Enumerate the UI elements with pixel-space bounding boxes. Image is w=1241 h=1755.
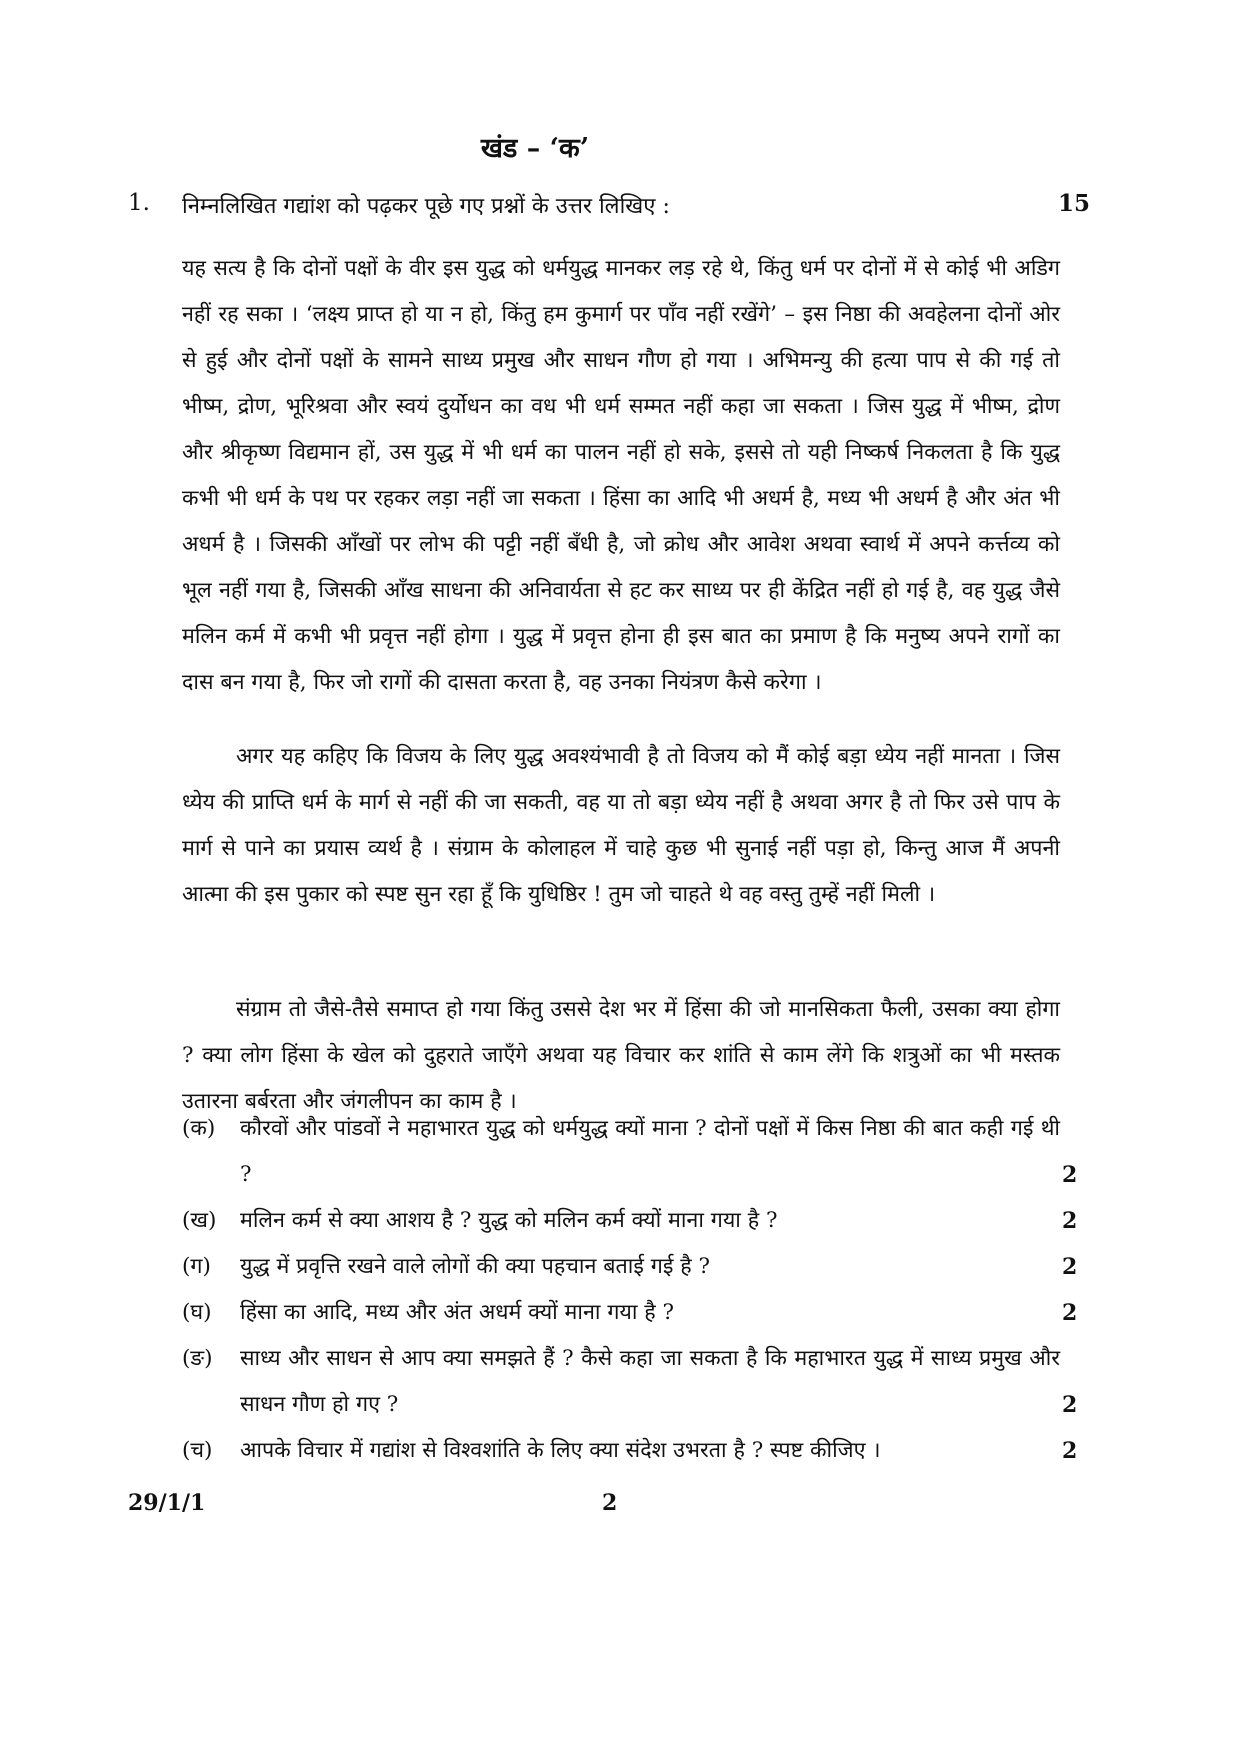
sub-question-marks: 2	[1062, 1254, 1078, 1280]
sub-question-label: (ङ)	[182, 1346, 213, 1371]
section-title: खंड – ‘क’	[480, 133, 590, 164]
sub-question-marks: 2	[1062, 1300, 1078, 1326]
question-total-marks: 15	[1058, 190, 1091, 217]
sub-question-marks: 2	[1062, 1392, 1078, 1418]
sub-question-text: आपके विचार में गद्यांश से विश्वशांति के लिए क्या संदेश उभरता है ? स्पष्ट कीजिए ।	[240, 1438, 881, 1463]
sub-question-label: (क)	[182, 1116, 216, 1141]
question-number: 1.	[128, 190, 150, 216]
sub-question-text: कौरवों और पांडवों ने महाभारत युद्ध को धर्मयुद्ध क्यों माना ? दोनों पक्षों में किस निष्ठा की बात कही गई थी ?	[240, 1116, 1060, 1187]
passage-paragraph-2: अगर यह कहिए कि विजय के लिए युद्ध अवश्यंभावी है तो विजय को मैं कोई बड़ा ध्येय नहीं मानता । जिस ध्येय की प्राप्ति धर्म के मार्ग से नहीं की जा सकती, वह या तो बड़ा ध्येय नहीं है अथवा अगर है तो फिर उसे पाप के मार्ग से पाने का प्रयास व्यर्थ है । संग्राम के कोलाहल में चाहे कुछ भी सुनाई नहीं पड़ा हो, किन्तु आज मैं अपनी आत्मा की इस पुकार को स्पष्ट सुन रहा हूँ कि युधिष्ठिर ! तुम जो चाहते थे वह वस्तु तुम्हें नहीं मिली ।	[182, 744, 1060, 907]
sub-question-marks: 2	[1062, 1438, 1078, 1464]
sub-question-marks: 2	[1062, 1208, 1078, 1234]
passage-paragraph-1: यह सत्य है कि दोनों पक्षों के वीर इस युद्ध को धर्मयुद्ध मानकर लड़ रहे थे, किंतु धर्म पर दोनों में से कोई भी अडिग नहीं रह सका । ‘लक्ष्य प्राप्त हो या न हो, किंतु हम कुमार्ग पर पाँव नहीं रखेंगे’ – इस निष्ठा की अवहेलना दोनों ओर से हुई और दोनों पक्षों के सामने साध्य प्रमुख और साधन गौण हो गया । अभिमन्यु की हत्या पाप से की गई तो भीष्म, द्रोण, भूरिश्रवा और स्वयं दुर्योधन का वध भी धर्म सम्मत नहीं कहा जा सकता । जिस युद्ध में भीष्म, द्रोण और श्रीकृष्ण विद्यमान हों, उस युद्ध में भी धर्म का पालन नहीं हो सके, इससे तो यही निष्कर्ष निकलता है कि युद्ध कभी भी धर्म के पथ पर रहकर लड़ा नहीं जा सकता । हिंसा का आदि भी अधर्म है, मध्य भी अधर्म है और अंत भी अधर्म है । जिसकी आँखों पर लोभ की पट्टी नहीं बँधी है, जो क्रोध और आवेश अथवा स्वार्थ में अपने कर्त्तव्य को भूल नहीं गया है, जिसकी आँख साधना की अनिवार्यता से हट कर साध्य पर ही केंद्रित नहीं हो गई है, वह युद्ध जैसे मलिन कर्म में कभी भी प्रवृत्त नहीं होगा । युद्ध में प्रवृत्त होना ही इस बात का प्रमाण है कि मनुष्य अपने रागों का दास बन गया है, फिर जो रागों की दासता करता है, वह उनका नियंत्रण कैसे करेगा ।	[182, 256, 1060, 695]
question-instruction: निम्नलिखित गद्यांश को पढ़कर पूछे गए प्रश्नों के उत्तर लिखिए :	[182, 194, 670, 219]
paper-code: 29/1/1	[128, 1490, 206, 1516]
sub-question-text: हिंसा का आदि, मध्य और अंत अधर्म क्यों माना गया है ?	[240, 1300, 675, 1325]
sub-question-text: युद्ध में प्रवृत्ति रखने वाले लोगों की क्या पहचान बताई गई है ?	[240, 1254, 711, 1279]
sub-question-text: साध्य और साधन से आप क्या समझते हैं ? कैसे कहा जा सकता है कि महाभारत युद्ध में साध्य प्रमुख और साधन गौण हो गए ?	[240, 1346, 1060, 1417]
sub-question-label: (ख)	[182, 1208, 217, 1233]
sub-question-label: (ग)	[182, 1254, 211, 1279]
page-number: 2	[602, 1490, 618, 1516]
sub-question-text: मलिन कर्म से क्या आशय है ? युद्ध को मलिन कर्म क्यों माना गया है ?	[240, 1208, 778, 1233]
sub-question-label: (च)	[182, 1438, 213, 1463]
sub-question-label: (घ)	[182, 1300, 212, 1325]
passage-paragraph-3: संग्राम तो जैसे-तैसे समाप्त हो गया किंतु उससे देश भर में हिंसा की जो मानसिकता फैली, उसका क्या होगा ? क्या लोग हिंसा के खेल को दुहराते जाएँगे अथवा यह विचार कर शांति से काम लेंगे कि शत्रुओं का भी मस्तक उतारना बर्बरता और जंगलीपन का काम है ।	[182, 997, 1060, 1114]
sub-question-marks: 2	[1062, 1162, 1078, 1188]
